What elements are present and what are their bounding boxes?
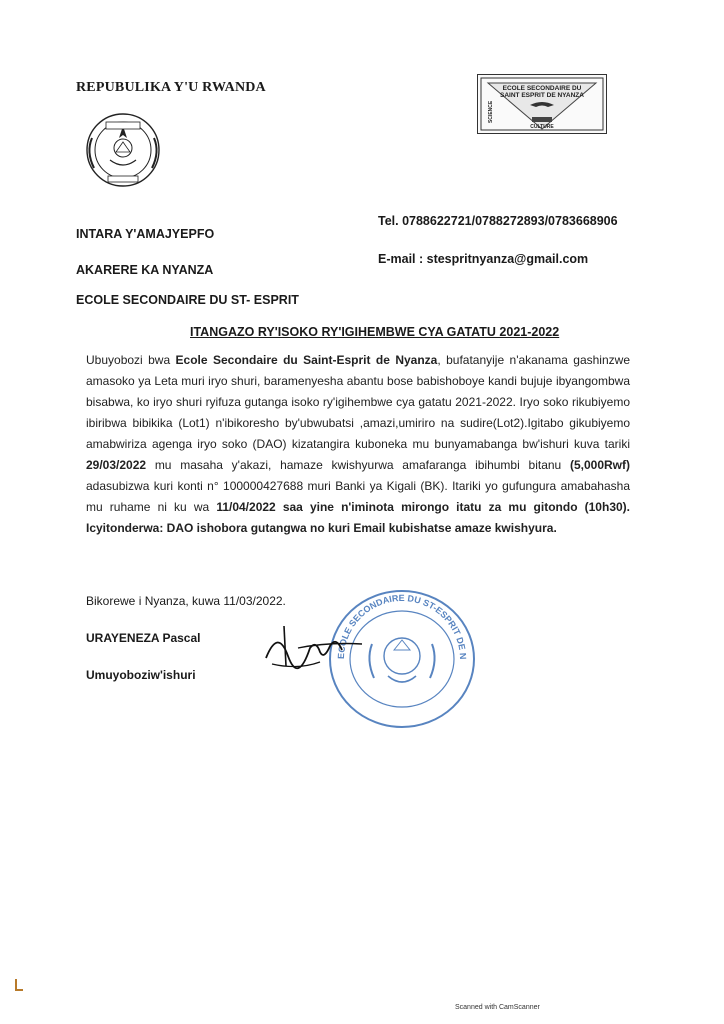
scan-corner-mark: [14, 978, 24, 992]
signer-name: URAYENEZA Pascal: [86, 631, 201, 645]
svg-text:CULTURE: CULTURE: [530, 124, 554, 130]
body-school-name: Ecole Secondaire du Saint-Esprit de Nyanza: [175, 353, 438, 367]
handwritten-signature-icon: [258, 618, 378, 678]
svg-text:SCIENCE: SCIENCE: [488, 100, 494, 123]
date-line: Bikorewe i Nyanza, kuwa 11/03/2022.: [86, 594, 286, 608]
body-start-date: 29/03/2022: [86, 458, 147, 472]
province-label: INTARA Y'AMAJYEPFO: [76, 227, 215, 241]
body-text-1: Ubuyobozi bwa: [86, 353, 176, 367]
body-text-4: adasubizwa kuri konti n° 100000427688 muri Banki ya Kigali (BK). Itariki yo gufungura amabahasha mu ruhame ni ku wa: [86, 479, 630, 514]
telephone-label: Tel. 0788622721/0788272893/0783668906: [378, 214, 618, 228]
email-label: E-mail : stespritnyanza@gmail.com: [378, 252, 589, 266]
svg-text:ECOLE SECONDAIRE DU ST-ESPRIT: ECOLE SECONDAIRE DU ST-ESPRIT DE N: [335, 592, 469, 660]
announcement-title: ITANGAZO RY'ISOKO RY'IGIHEMBWE CYA GATATU 2021-2022: [190, 325, 560, 339]
republic-heading: REPUBULIKA Y'U RWANDA: [76, 80, 266, 95]
rwanda-coat-of-arms-icon: [78, 108, 168, 192]
scanner-watermark: Scanned with CamScanner: [455, 1004, 540, 1011]
school-logo-icon: [477, 74, 607, 134]
school-name-label: ECOLE SECONDAIRE DU ST- ESPRIT: [76, 293, 299, 307]
announcement-body: [86, 350, 630, 539]
svg-text:ECOLE SECONDAIRE DU: ECOLE SECONDAIRE DU: [502, 85, 582, 92]
body-text-3: mu masaha y'akazi, hamaze kwishyurwa amafaranga ibihumbi bitanu: [146, 458, 570, 472]
district-label: AKARERE KA NYANZA: [76, 263, 214, 277]
body-text-2: , bufatanyije n'akanama gashinzwe amasoko ya Leta muri iryo shuri, baramenyesha abantu bose babishoboye kandi bujuje ibyangombwa bisabwa, ko iryo shuri ryifuza gutanga isoko ry'igihembwe cya gatatu 2021-2022. Iryo soko rikubiyemo ibiribwa bibikika (Lot1) n'ibikoresho by'ubwubatsi ,amazi,umiriro na sudire(Lot2).Igitabo gikubiyemo amabwiriza agenga iryo soko (DAO) kizatangira kuboneka mu bunyamabanga bw'ishuri kuva tariki: [86, 353, 630, 451]
body-opening-date: 11/04/2022 saa yine n'iminota mirongo itatu za mu gitondo (10h30). Icyitonderwa: DAO ishobora gutangwa no kuri Email kubishatse amaze kwishyura.: [86, 500, 630, 535]
body-fee: (5,000Rwf): [569, 458, 630, 472]
signer-role: Umuyoboziw'ishuri: [86, 668, 196, 682]
svg-text:SAINT ESPRIT DE NYANZA: SAINT ESPRIT DE NYANZA: [500, 92, 584, 99]
